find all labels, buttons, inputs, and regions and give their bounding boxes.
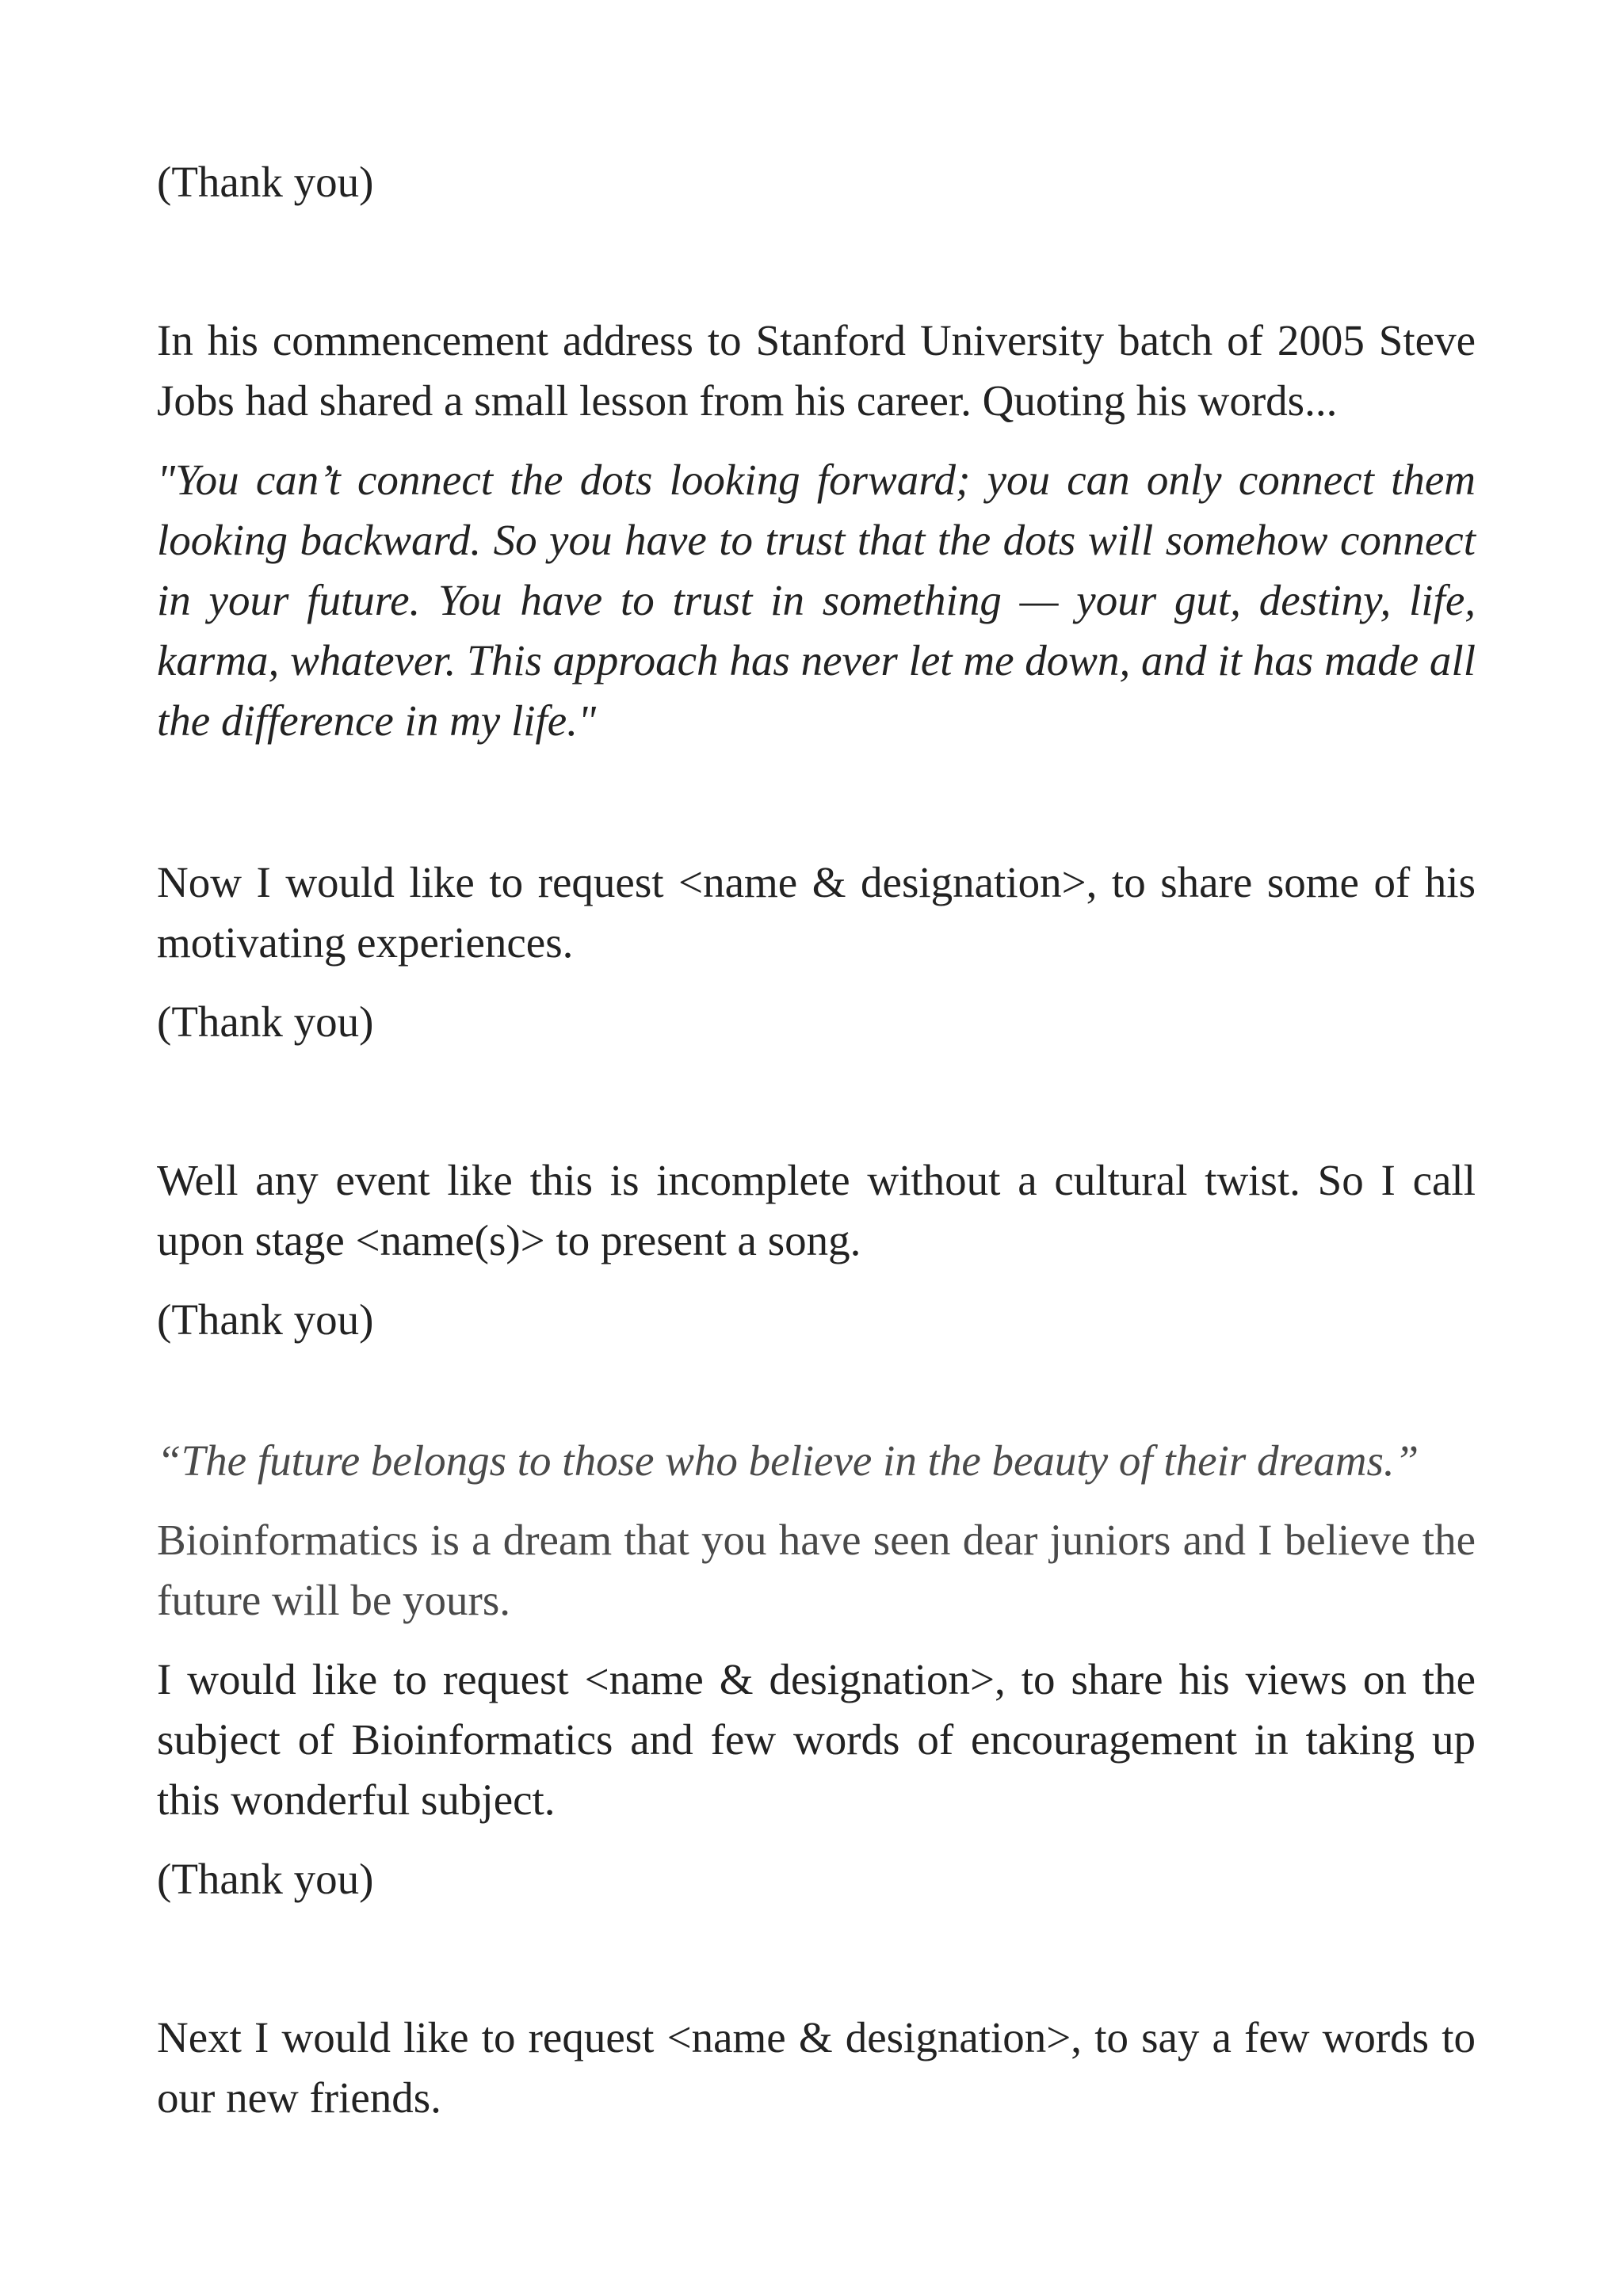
paragraph-request-speaker-3: Next I would like to request <name & designation>, to say a few words to our new friends.: [157, 2013, 1476, 2122]
thank-you-line: (Thank you): [157, 158, 374, 206]
paragraph-bioinformatics-dream: Bioinformatics is a dream that you have seen dear juniors and I believe the future will be yours.: [157, 1516, 1476, 1624]
paragraph-cultural-song: Well any event like this is incomplete without a cultural twist. So I call upon stage <name(s)> to present a song.: [157, 1156, 1476, 1264]
paragraph-commencement-intro: In his commencement address to Stanford University batch of 2005 Steve Jobs had shared a small lesson from his career. Quoting his words...: [157, 316, 1476, 425]
quote-future-dreams: “The future belongs to those who believe in the beauty of their dreams.”: [157, 1436, 1419, 1485]
quote-steve-jobs: "You can’t connect the dots looking forward; you can only connect them looking backward. So you have to trust that the dots will somehow connect in your future. You have to trust in something — your gut, destiny, life, karma, whatever. This approach has never let me down, and it has made all the difference in my life.": [157, 456, 1476, 745]
thank-you-line: (Thank you): [157, 1295, 374, 1344]
paragraph-request-speaker-2: I would like to request <name & designation>, to share his views on the subject of Bioinformatics and few words of encouragement in taking up this wonderful subject.: [157, 1655, 1476, 1824]
thank-you-line: (Thank you): [157, 997, 374, 1046]
thank-you-line: (Thank you): [157, 1855, 374, 1903]
paragraph-request-speaker-1: Now I would like to request <name & designation>, to share some of his motivating experiences.: [157, 858, 1476, 967]
